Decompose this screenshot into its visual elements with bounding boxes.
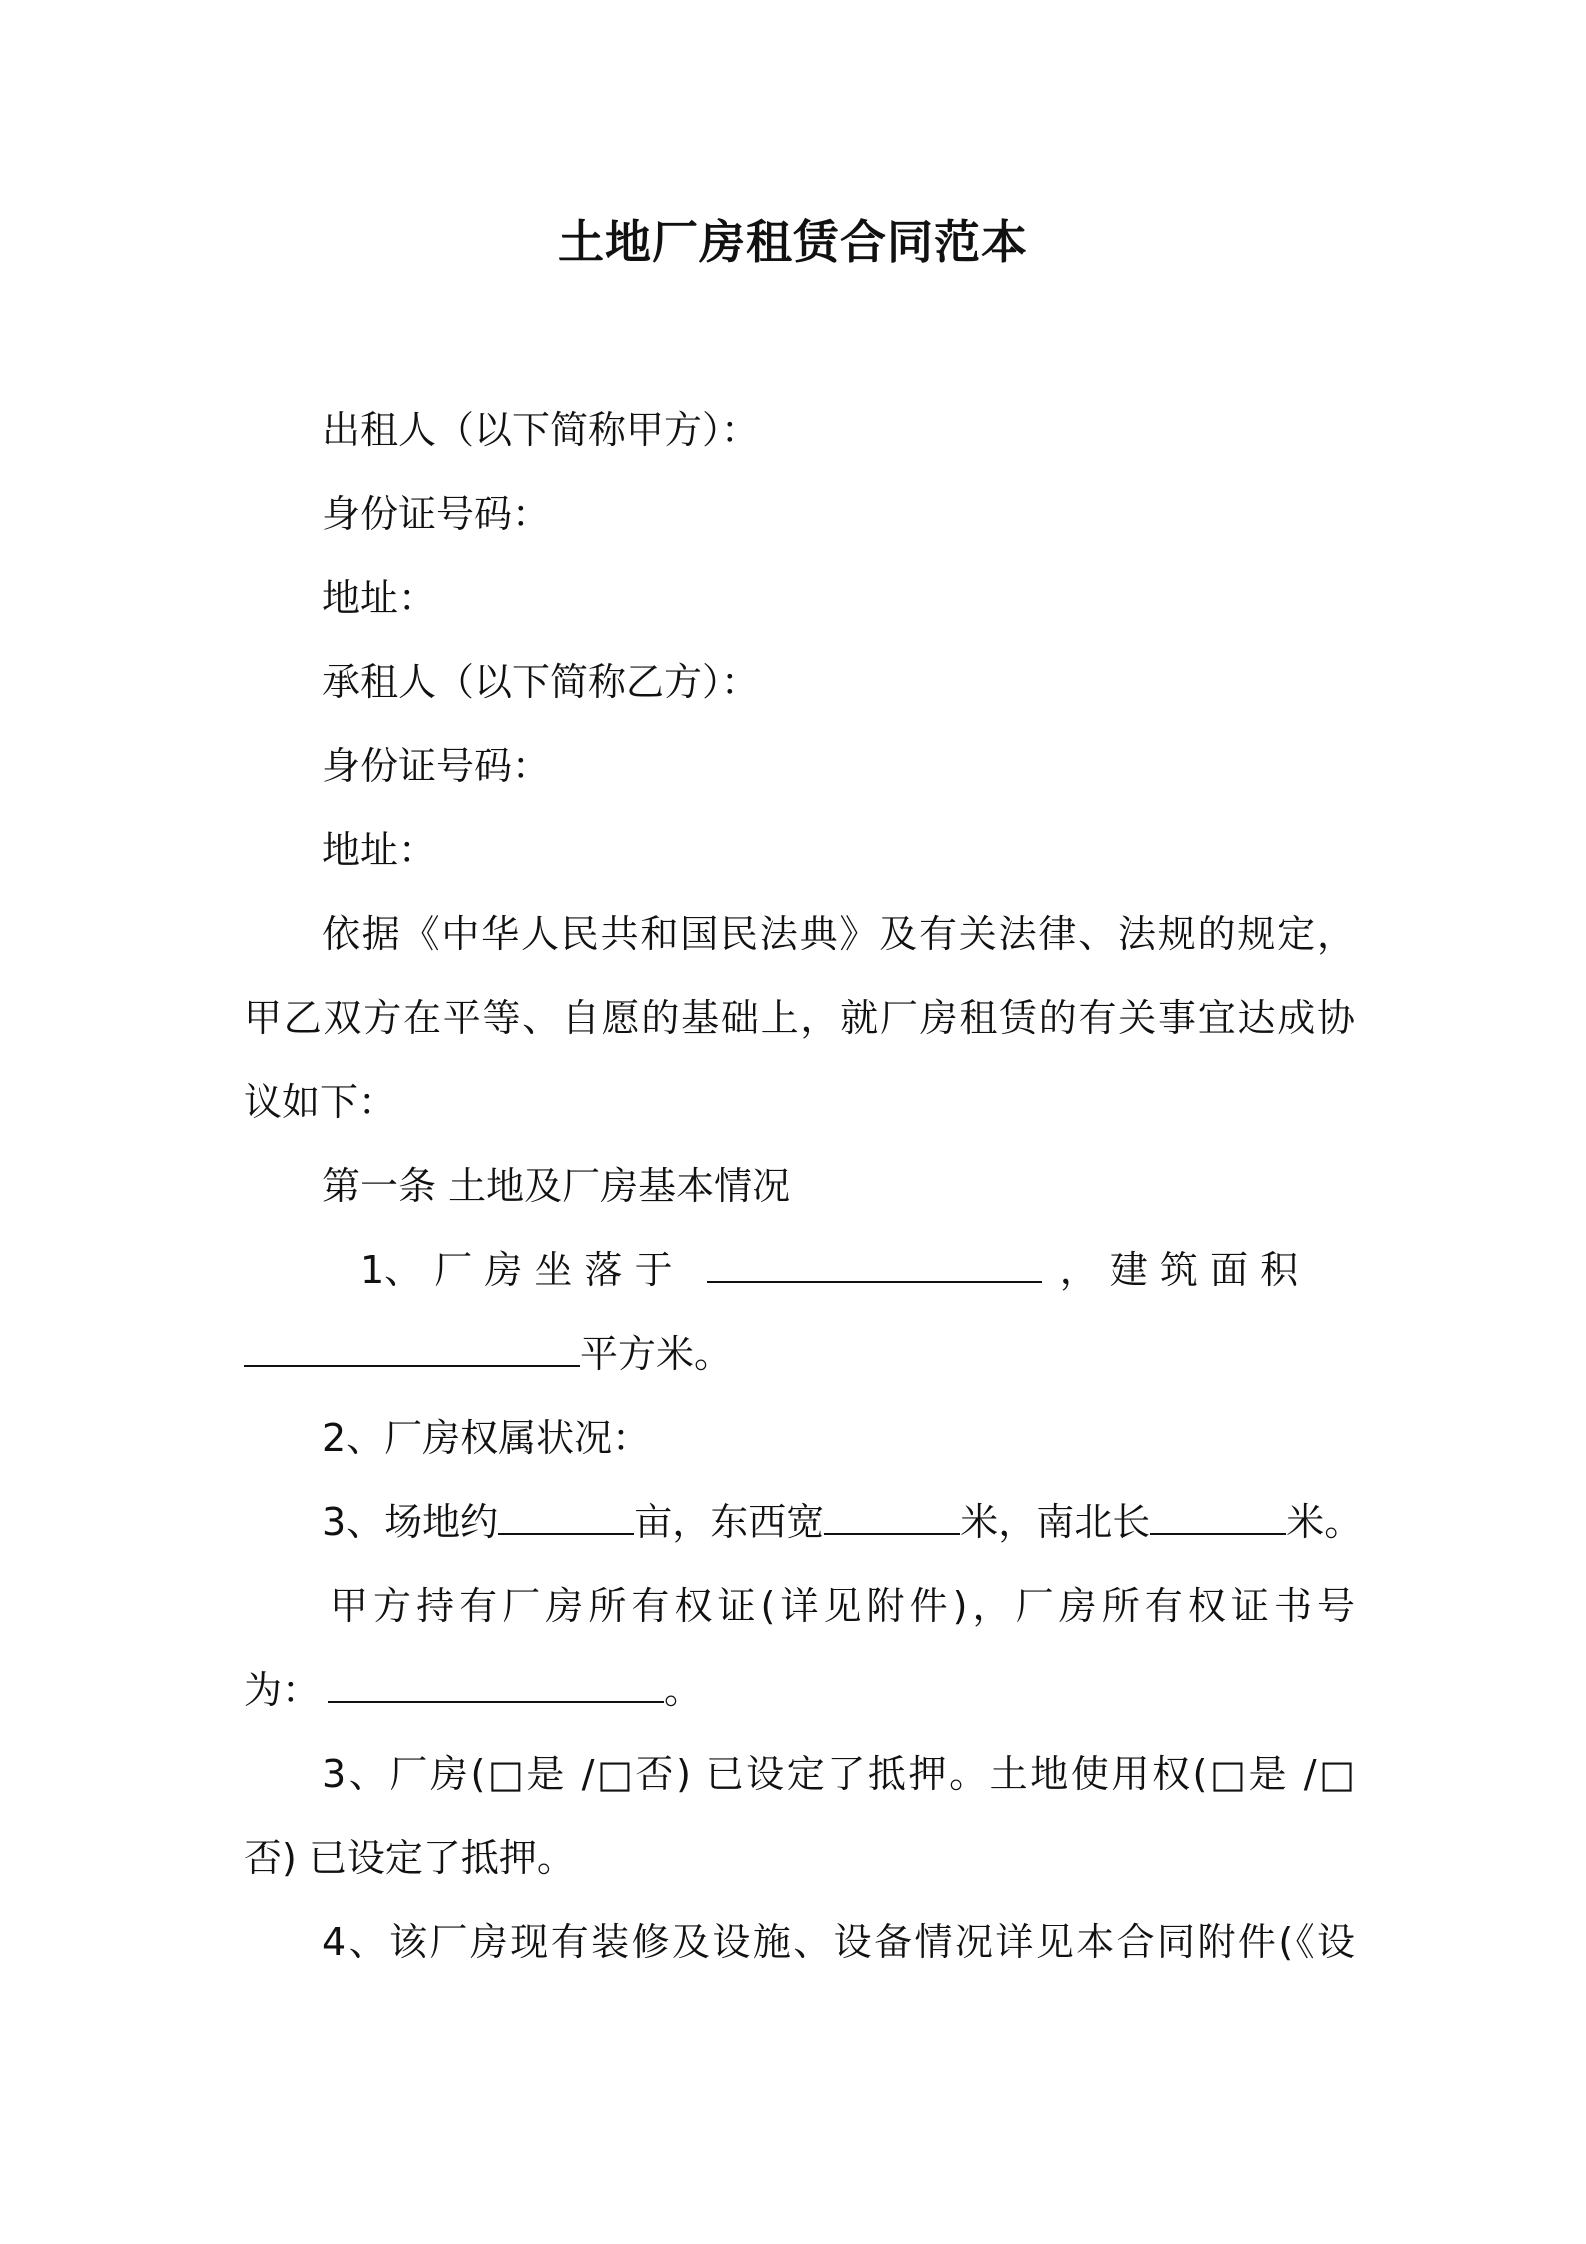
mortgage-line-2: 否) 已设定了抵押。 xyxy=(244,1836,575,1880)
item-1-area-line xyxy=(244,1327,732,1381)
article-1-heading: 第一条 土地及厂房基本情况 xyxy=(322,1164,791,1208)
mortgage-line-1: 3、厂房(□是 /□否) 已设定了抵押。土地使用权(□是 /□ xyxy=(322,1752,1355,1796)
certificate-line-2 xyxy=(244,1663,702,1717)
preamble-line-3: 议如下： xyxy=(244,1080,397,1124)
lessor-id-label: 身份证号码： xyxy=(322,492,551,536)
item-3-length-label: 米，南北长 xyxy=(960,1500,1151,1544)
item-3-end: 米。 xyxy=(1286,1500,1363,1544)
item-1-mid: ， 建 筑 面 积 xyxy=(1059,1248,1299,1292)
site-area-blank xyxy=(498,1495,634,1535)
item-2-line: 2、厂房权属状况： xyxy=(322,1416,651,1460)
lessee-address-label: 地址： xyxy=(322,828,437,872)
item-3-site: 3、场地约 xyxy=(322,1500,499,1544)
length-blank xyxy=(1150,1495,1286,1535)
lessor-label: 出租人（以下简称甲方）： xyxy=(322,408,760,452)
lessee-id-label: 身份证号码： xyxy=(322,744,551,788)
item-3-width-label: 亩，东西宽 xyxy=(634,1500,825,1544)
certificate-suffix: 。 xyxy=(664,1668,703,1712)
item-4-line: 4、该厂房现有装修及设施、设备情况详见本合同附件(《设 xyxy=(322,1920,1355,1964)
certificate-number-blank xyxy=(328,1663,664,1703)
area-blank xyxy=(244,1327,580,1367)
location-blank xyxy=(707,1243,1042,1283)
item-1-line xyxy=(360,1243,1355,1297)
lessee-label: 承租人（以下简称乙方）： xyxy=(322,660,760,704)
item-1-suffix: 平方米。 xyxy=(580,1332,733,1376)
item-1-prefix: 1、 厂 房 坐 落 于 xyxy=(360,1248,673,1292)
document-title: 土地厂房租赁合同范本 xyxy=(558,215,1028,269)
preamble-line-1: 依据《中华人民共和国民法典》及有关法律、法规的规定， xyxy=(322,912,1355,956)
preamble-line-2: 甲乙双方在平等、自愿的基础上，就厂房租赁的有关事宜达成协 xyxy=(244,996,1355,1040)
certificate-prefix: 为： xyxy=(244,1668,321,1712)
lessor-address-label: 地址： xyxy=(322,576,437,620)
width-blank xyxy=(824,1495,960,1535)
certificate-line-1: 甲方持有厂房所有权证(详见附件)，厂房所有权证书号 xyxy=(330,1584,1355,1628)
item-3-line xyxy=(322,1495,1362,1549)
